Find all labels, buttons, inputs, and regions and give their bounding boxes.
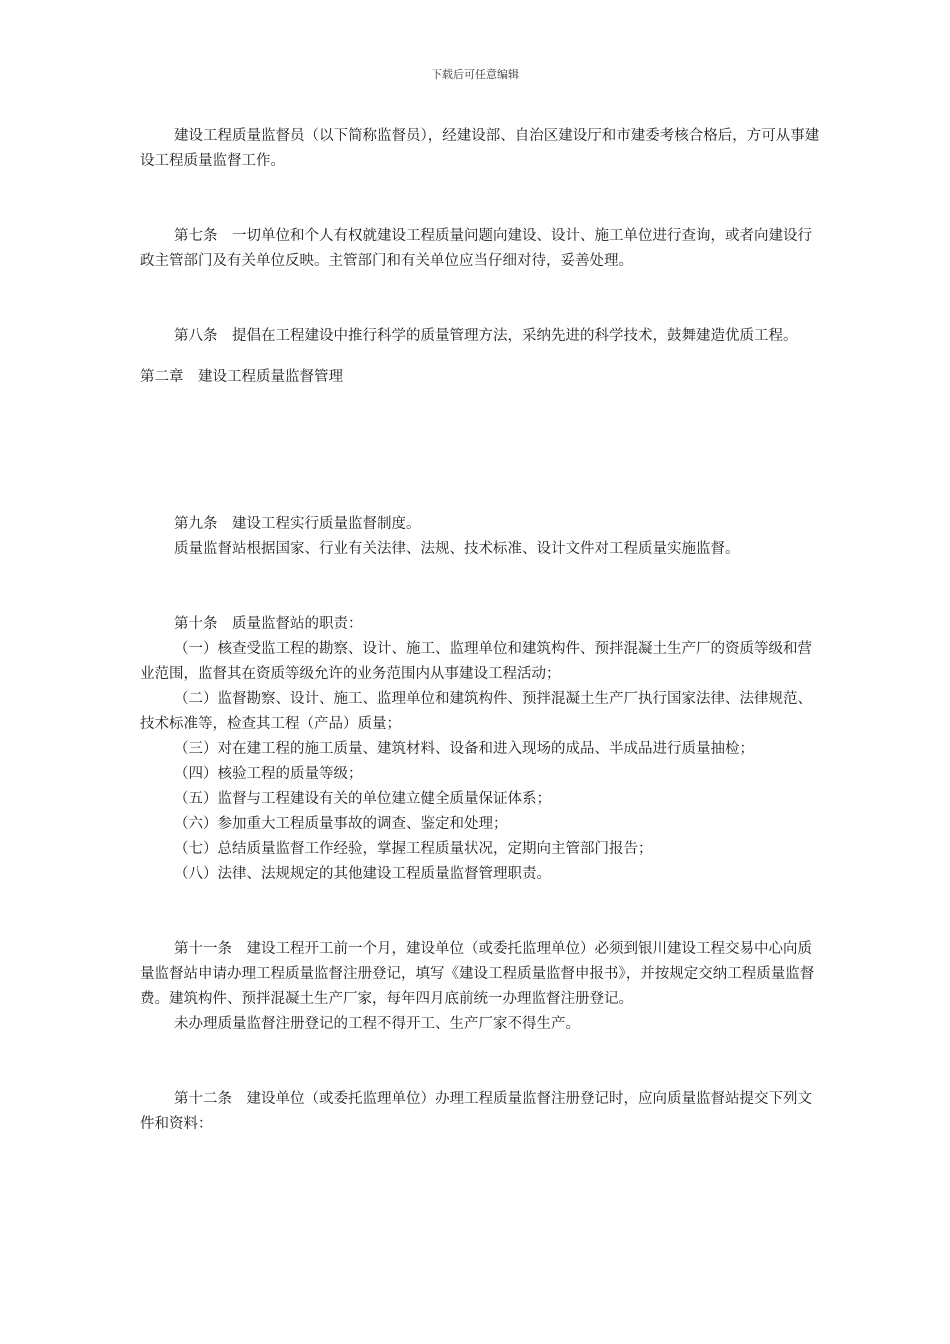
article-11: 第十一条 建设工程开工前一个月，建设单位（或委托监理单位）必须到银川建设工程交易中心向质量监督站申请办理工程质量监督注册登记，填写《建设工程质量监督申报书》，并按规定交纳工程质量监督费。建筑构件、预拌混凝土生产厂家，每年四月底前统一办理监督注册登记。 — [140, 941, 815, 1007]
paragraph-supervisor: 建设工程质量监督员（以下简称监督员），经建设部、自治区建设厅和市建委考核合格后，方可从事建设工程质量监督工作。 — [140, 128, 820, 169]
article-10-item: （三）对在建工程的施工质量、建筑材料、设备和进入现场的成品、半成品进行质量抽检； — [174, 741, 754, 757]
article-10-item: （六）参加重大工程质量事故的调查、鉴定和处理； — [174, 816, 508, 832]
article-9: 第九条 建设工程实行质量监督制度。 — [174, 516, 421, 532]
article-12: 第十二条 建设单位（或委托监理单位）办理工程质量监督注册登记时，应向质量监督站提交下列文件和资料： — [140, 1091, 812, 1132]
chapter-2-heading: 第二章 建设工程质量监督管理 — [140, 369, 343, 385]
page-header: 下载后可任意编辑 — [431, 68, 519, 81]
document-body — [140, 124, 820, 1137]
article-9-body: 质量监督站根据国家、行业有关法律、法规、技术标准、设计文件对工程质量实施监督。 — [174, 541, 740, 557]
article-10-item: （八）法律、法规规定的其他建设工程质量监督管理职责。 — [174, 866, 551, 882]
article-7: 第七条 一切单位和个人有权就建设工程质量问题向建设、设计、施工单位进行查询，或者向建设行政主管部门及有关单位反映。主管部门和有关单位应当仔细对待，妥善处理。 — [140, 228, 812, 269]
article-10-item: （二）监督勘察、设计、施工、监理单位和建筑构件、预拌混凝土生产厂执行国家法律、法律规范、技术标准等，检查其工程（产品）质量； — [140, 691, 812, 732]
article-10: 第十条 质量监督站的职责： — [174, 616, 363, 632]
article-10-item: （五）监督与工程建设有关的单位建立健全质量保证体系； — [174, 791, 551, 807]
article-11-body: 未办理质量监督注册登记的工程不得开工、生产厂家不得生产。 — [174, 1016, 580, 1032]
article-10-item: （七）总结质量监督工作经验，掌握工程质量状况，定期向主管部门报告； — [174, 841, 653, 857]
article-8: 第八条 提倡在工程建设中推行科学的质量管理方法，采纳先进的科学技术，鼓舞建造优质工程。 — [174, 328, 798, 344]
article-10-item: （一）核查受监工程的勘察、设计、施工、监理单位和建筑构件、预拌混凝土生产厂的资质等级和营业范围，监督其在资质等级允许的业务范围内从事建设工程活动； — [140, 641, 812, 682]
article-10-item: （四）核验工程的质量等级； — [174, 766, 363, 782]
